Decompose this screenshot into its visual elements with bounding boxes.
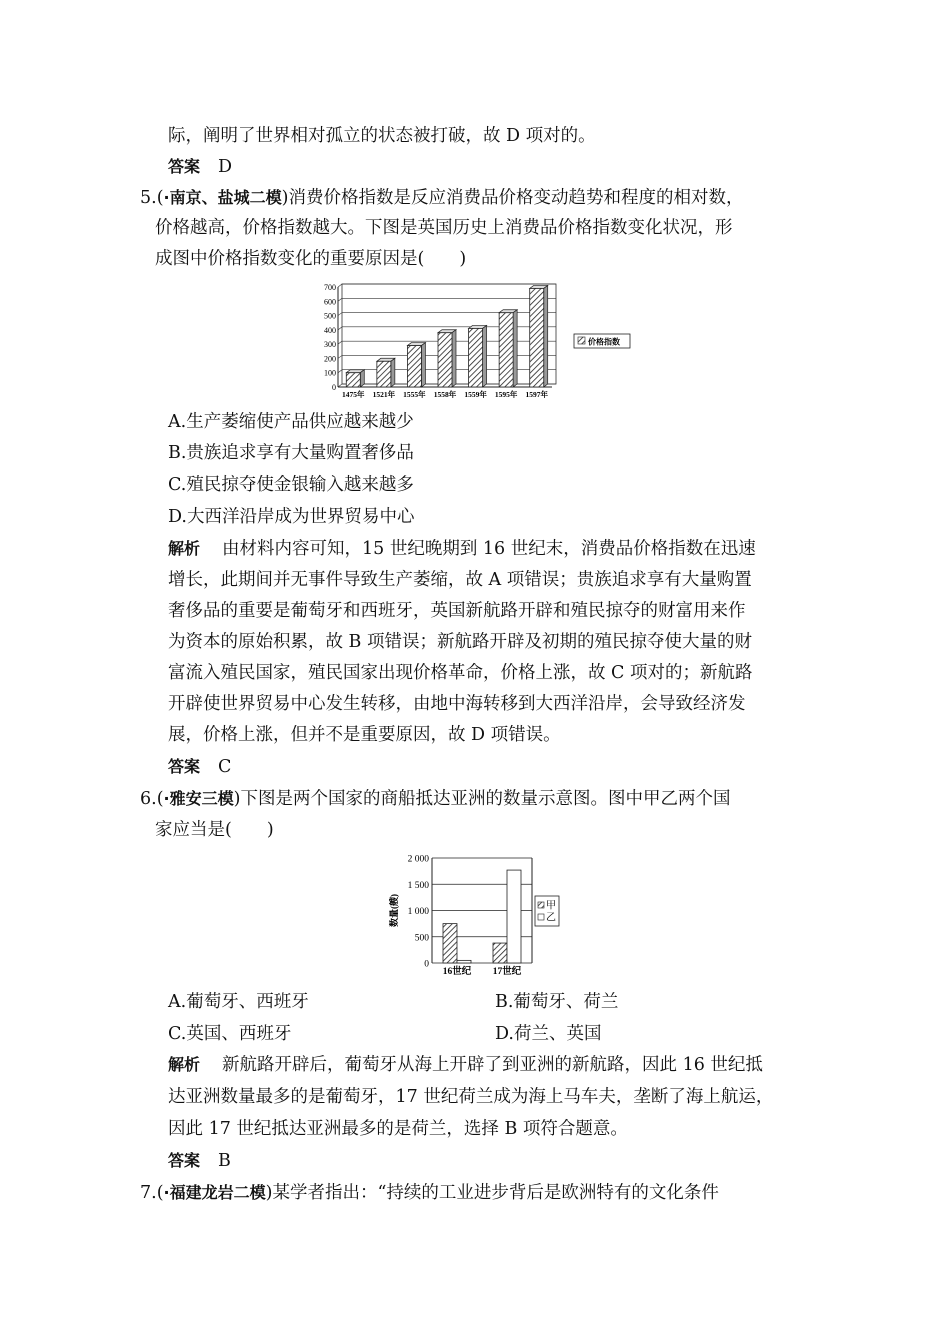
answer-row <box>168 755 231 779</box>
y-tick-label: 1 500 <box>407 880 429 891</box>
y-tick-label: 100 <box>324 368 336 378</box>
question-number: 6.( <box>140 789 164 809</box>
analysis-text: 由材料内容可知，15 世纪晚期到 16 世纪末，消费品价格指数在迅速 <box>222 539 756 559</box>
x-tick-label: 16世纪 <box>442 967 472 977</box>
bar-series-a <box>493 943 507 963</box>
bar <box>499 313 513 387</box>
question-6-option-a: A.葡萄牙、西班牙 <box>168 992 309 1012</box>
y-tick-label: 400 <box>324 325 336 335</box>
question-5-analysis-line4: 为资本的原始积累，故 B 项错误；新航路开辟及初期的殖民掠夺使大量的财 <box>168 632 752 652</box>
price-index-chart <box>316 281 646 403</box>
bar-side <box>544 285 548 387</box>
x-tick-label: 1558年 <box>433 390 457 399</box>
question-6-analysis-line3: 因此 17 世纪抵达亚洲最多的是荷兰，选择 B 项符合题意。 <box>168 1119 628 1139</box>
y-tick-label: 600 <box>324 297 336 307</box>
question-5-option-d: D.大西洋沿岸成为世界贸易中心 <box>168 507 415 527</box>
answer-value: C <box>218 757 232 777</box>
gridline-diagonal <box>338 370 342 373</box>
x-tick-label: 1595年 <box>494 390 518 399</box>
legend-label: 甲 <box>546 900 556 912</box>
x-tick-label: 1475年 <box>342 390 365 399</box>
y-tick-label: 1 000 <box>407 907 429 917</box>
gridline-diagonal <box>338 341 342 344</box>
answer-label: 答案 <box>168 757 201 776</box>
question-6-option-b: B.葡萄牙、荷兰 <box>495 992 619 1012</box>
bar <box>530 288 544 387</box>
legend-swatch <box>538 914 544 920</box>
y-tick-label: 200 <box>324 354 336 364</box>
question-5-analysis-line3: 奢侈品的重要是葡萄牙和西班牙，英国新航路开辟和殖民掠夺的财富用来作 <box>168 601 746 621</box>
question-6-stem-line2: 家应当是( ) <box>155 820 274 840</box>
question-number: 7.( <box>140 1183 164 1203</box>
question-6-option-c: C.英国、西班牙 <box>168 1024 292 1044</box>
x-tick-label: 1559年 <box>464 390 487 399</box>
answer-label: 答案 <box>168 1151 201 1170</box>
answer-row <box>168 1149 231 1173</box>
question-5-stem-line3: 成图中价格指数变化的重要原因是( ) <box>155 249 467 269</box>
x-tick-label: 1521年 <box>372 390 396 399</box>
gridline-diagonal <box>338 313 342 316</box>
answer-value: B <box>218 1151 231 1171</box>
question-7-stem <box>140 1181 719 1205</box>
answer-value: D <box>218 157 233 177</box>
bar-series-b <box>507 870 521 963</box>
question-5-stem <box>140 186 743 210</box>
gridline-diagonal <box>338 327 342 330</box>
x-tick-label: 17世纪 <box>492 967 522 977</box>
question-5-option-b: B.贵族追求享有大量购置奢侈品 <box>168 443 414 463</box>
gridline-diagonal <box>338 355 342 358</box>
y-tick-label: 700 <box>324 283 336 292</box>
question-5-analysis-line6: 开辟使世界贸易中心发生转移，由地中海转移到大西洋沿岸，会导致经济发 <box>168 694 746 714</box>
analysis-label: 解析 <box>168 539 201 558</box>
gridline-diagonal <box>338 284 342 287</box>
y-tick-label: 0 <box>332 383 336 392</box>
bar-side <box>421 343 425 387</box>
question-5-analysis-line2: 增长，此期间并无事件导致生产萎缩，故 A 项错误；贵族追求享有大量购置 <box>168 570 752 590</box>
answer-label: 答案 <box>168 157 201 176</box>
bar-series-b <box>457 960 471 963</box>
legend-label: 价格指数 <box>588 337 620 347</box>
bar-series-a <box>443 924 457 963</box>
y-tick-label: 500 <box>414 933 429 944</box>
bar-side <box>483 325 487 387</box>
bar <box>407 346 421 387</box>
bar-side <box>452 330 456 387</box>
question-stem-text: )消费价格指数是反应消费品价格变动趋势和程度的相对数， <box>281 188 744 208</box>
question-5-option-c: C.殖民掠夺使金银输入越来越多 <box>168 475 414 495</box>
question-6-analysis-line1 <box>168 1053 763 1077</box>
question-6-stem <box>140 787 730 811</box>
y-tick-label: 300 <box>324 340 336 350</box>
y-axis-label: 数量(艘) <box>389 894 399 927</box>
question-6-option-d: D.荷兰、英国 <box>495 1024 602 1044</box>
y-tick-label: 500 <box>324 311 336 321</box>
bar-side <box>513 310 517 387</box>
question-5-option-a: A.生产萎缩使产品供应越来越少 <box>168 412 414 432</box>
question-stem-text: )某学者指出：“持续的工业进步背后是欧洲特有的文化条件 <box>265 1183 719 1203</box>
x-tick-label: 1555年 <box>403 390 426 399</box>
bar <box>469 328 483 387</box>
legend-swatch <box>578 337 585 344</box>
question-5-analysis-line5: 富流入殖民国家，殖民国家出现价格革命，价格上涨，故 C 项对的；新航路 <box>168 663 753 683</box>
bar-side <box>360 370 364 387</box>
x-tick-label: 1597年 <box>525 390 548 399</box>
analysis-text: 新航路开辟后，葡萄牙从海上开辟了到亚洲的新航路，因此 16 世纪抵 <box>222 1055 763 1075</box>
question-5-stem-line2: 价格越高，价格指数越大。下图是英国历史上消费品价格指数变化状况，形 <box>155 218 733 238</box>
y-tick-label: 2 000 <box>407 854 429 865</box>
legend-swatch <box>538 902 544 908</box>
bar <box>377 361 391 387</box>
question-5-analysis-line7: 展，价格上涨，但并不是重要原因，故 D 项错误。 <box>168 725 561 745</box>
merchant-ships-chart <box>384 850 564 982</box>
question-source: ·南京、盐城二模 <box>163 188 282 207</box>
y-tick-label: 0 <box>424 959 429 970</box>
bar <box>346 373 360 387</box>
bar-side <box>391 358 395 387</box>
intro-text: 际，阐明了世界相对孤立的状态被打破，故 D 项对的。 <box>168 126 596 146</box>
gridline-diagonal <box>338 298 342 301</box>
legend-label: 乙 <box>546 912 556 924</box>
question-6-analysis-line2: 达亚洲数量最多的是葡萄牙，17 世纪荷兰成为海上马车夫，垄断了海上航运， <box>168 1087 774 1107</box>
question-number: 5.( <box>140 188 164 208</box>
question-5-analysis-line1 <box>168 537 756 561</box>
question-source: ·福建龙岩二模 <box>163 1183 266 1202</box>
question-source: ·雅安三模 <box>163 789 234 808</box>
bar <box>438 333 452 387</box>
question-stem-text: )下图是两个国家的商船抵达亚洲的数量示意图。图中甲乙两个国 <box>233 789 731 809</box>
analysis-label: 解析 <box>168 1055 201 1074</box>
answer-row <box>168 155 232 179</box>
